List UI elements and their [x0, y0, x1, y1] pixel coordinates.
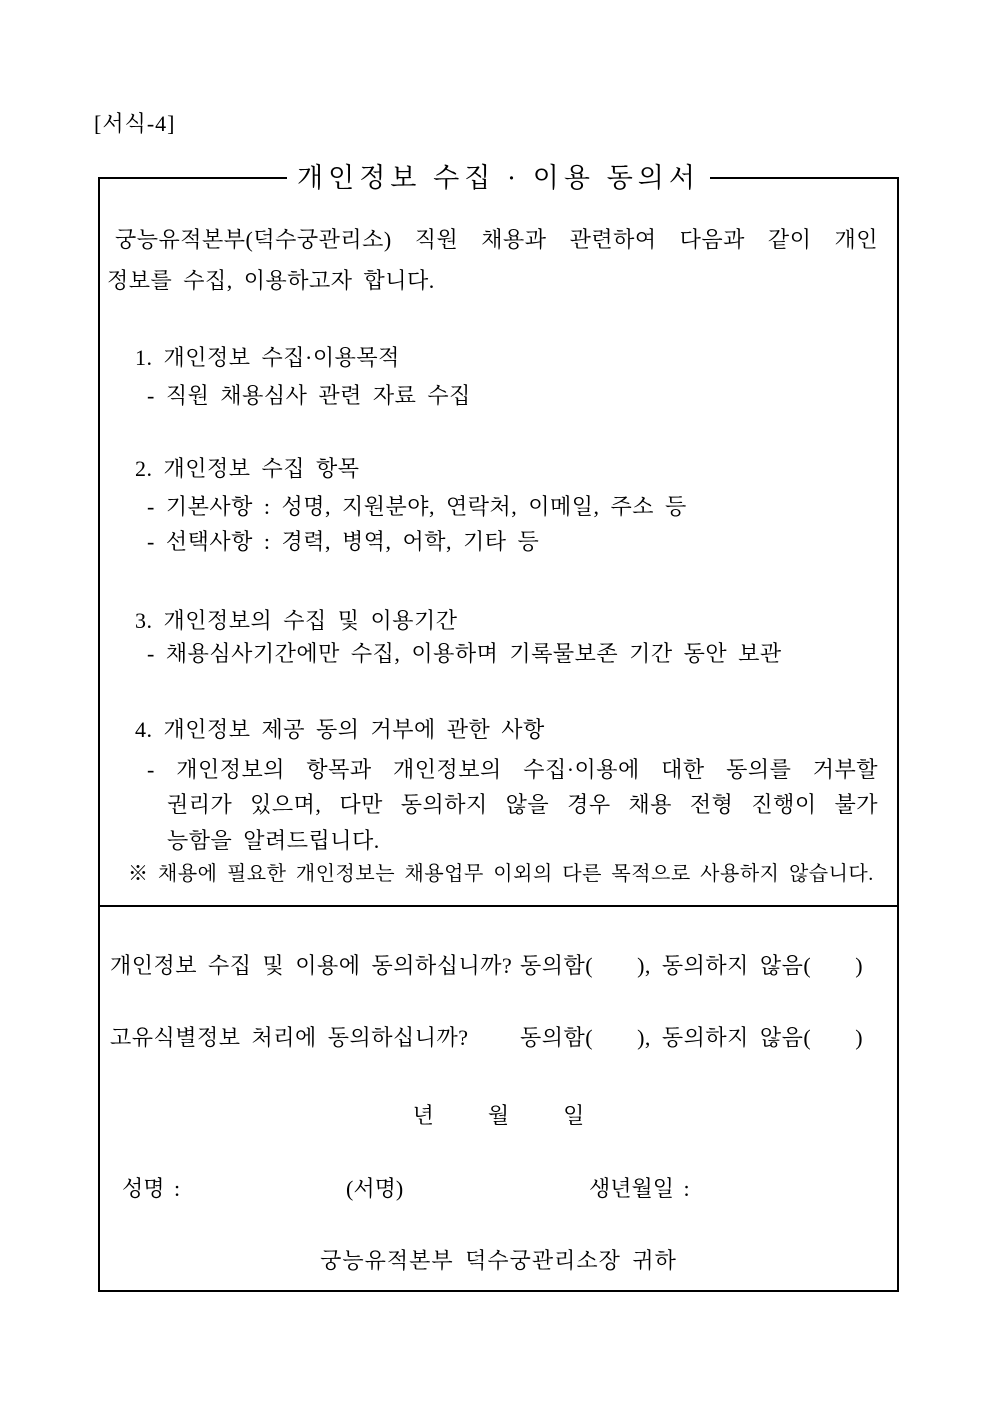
intro-line-2: 정보를 수집, 이용하고자 합니다. [107, 268, 435, 293]
date-line [100, 1103, 897, 1129]
date-month-label: 월 [487, 1103, 510, 1128]
section-1-heading: 1. 개인정보 수집·이용목적 [135, 345, 400, 370]
date-year-label: 년 [412, 1103, 434, 1128]
signature-row [100, 1176, 897, 1202]
consent-question-2: 고유식별정보 처리에 동의하십니까? [110, 1025, 469, 1050]
section-4-item-line-1: - 개인정보의 항목과 개인정보의 수집·이용에 대한 동의를 거부할 [147, 757, 878, 782]
consent-answer-1: 동의함( ), 동의하지 않음( ) [520, 953, 864, 978]
section-divider [100, 905, 897, 907]
date-day-label: 일 [563, 1103, 585, 1128]
section-1-item-1: - 직원 채용심사 관련 자료 수집 [147, 383, 471, 408]
signature-sign-label: (서명) [346, 1176, 404, 1201]
section-2-item-1: - 기본사항 : 성명, 지원분야, 연락처, 이메일, 주소 등 [147, 494, 687, 519]
section-2-item-2: - 선택사항 : 경력, 병역, 어학, 기타 등 [147, 529, 540, 554]
closing-line: 궁능유적본부 덕수궁관리소장 귀하 [320, 1248, 677, 1273]
section-2-heading: 2. 개인정보 수집 항목 [135, 456, 360, 481]
form-title-row [100, 157, 897, 204]
consent-form-box [98, 163, 899, 1292]
consent-row-2 [100, 1025, 897, 1051]
section-4-heading: 4. 개인정보 제공 동의 거부에 관한 사항 [135, 717, 545, 742]
form-title: 개인정보 수집 · 이용 동의서 [287, 157, 710, 199]
section-3-item-1: - 채용심사기간에만 수집, 이용하며 기록물보존 기간 동안 보관 [147, 641, 782, 666]
signature-name-label: 성명 : [122, 1176, 181, 1201]
section-3-heading: 3. 개인정보의 수집 및 이용기간 [135, 608, 458, 633]
consent-question-1: 개인정보 수집 및 이용에 동의하십니까? [110, 953, 513, 978]
section-4-item-line-2: 권리가 있으며, 다만 동의하지 않을 경우 채용 전형 진행이 불가 [167, 792, 878, 817]
consent-answer-2: 동의함( ), 동의하지 않음( ) [520, 1025, 864, 1050]
section-4-item-line-3: 능함을 알려드립니다. [167, 828, 380, 853]
form-number-label: [서식-4] [94, 111, 176, 136]
note-line: ※ 채용에 필요한 개인정보는 채용업무 이외의 다른 목적으로 사용하지 않습니다. [128, 863, 874, 885]
consent-row-1 [100, 953, 897, 979]
signature-birth-label: 생년월일 : [589, 1176, 690, 1201]
intro-line-1: 궁능유적본부(덕수궁관리소) 직원 채용과 관련하여 다음과 같이 개인 [115, 227, 878, 252]
